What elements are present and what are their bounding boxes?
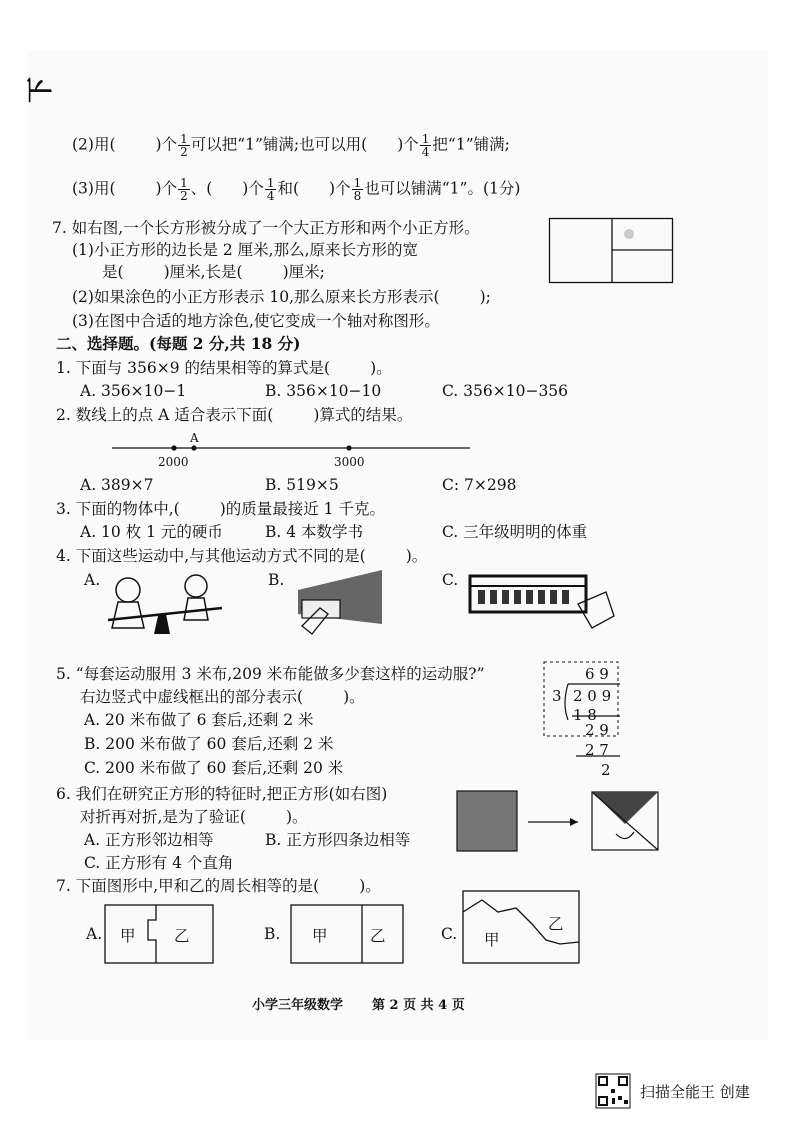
mc1-stem: 1. 下面与 356×9 的结果相等的算式是( )。 xyxy=(56,359,392,377)
quotient: 6 9 xyxy=(585,665,609,683)
figure-c-jia: 甲 xyxy=(484,931,500,949)
mc2-option-c: C: 7×298 xyxy=(442,476,517,494)
dividend: 2 0 9 xyxy=(573,687,612,705)
q7-line5: (3)在图中合适的地方涂色,使它变成一个轴对称图形。 xyxy=(72,312,440,330)
fill-question-2: (2)用( )个 $\frac{1}{2}$ 可以把“1”铺满;也可以用( )个 $\frac{1}{4}$ 把“1”铺满; xyxy=(72,132,510,159)
figure-b-yi: 乙 xyxy=(370,927,386,945)
mc3-option-b: B. 4 本数学书 xyxy=(265,523,364,541)
rectangle-squares-figure xyxy=(549,218,674,284)
q7-line4: (2)如果涂色的小正方形表示 10,那么原来长方形表示( ); xyxy=(72,288,491,306)
abacus-picture xyxy=(466,570,616,630)
tick-3000: 3000 xyxy=(334,455,365,469)
figure-c-yi: 乙 xyxy=(548,915,564,933)
figure-b xyxy=(290,904,406,968)
section-title: 二、选择题。(每题 2 分,共 18 分) xyxy=(56,334,301,353)
q7-line2: (1)小正方形的边长是 2 厘米,那么,原来长方形的宽 xyxy=(72,241,419,259)
mc5-line1: 5. “每套运动服用 3 米布,209 米布能做多少套这样的运动服?” xyxy=(56,665,485,683)
mc1-option-c: C. 356×10−356 xyxy=(442,382,569,400)
mc3-option-a: A. 10 枚 1 元的硬币 xyxy=(80,523,223,541)
partial-product-2: 2 7 xyxy=(585,741,609,759)
mc7-option-b-label: B. xyxy=(264,925,281,943)
square-folding-figure xyxy=(456,790,666,854)
mc2-option-b: B. 519×5 xyxy=(265,476,339,494)
figure-a-jia: 甲 xyxy=(120,927,136,945)
mc6-option-c: C. 正方形有 4 个直角 xyxy=(84,854,234,872)
mc7-option-a-label: A. xyxy=(86,925,103,943)
mc2-option-a: A. 389×7 xyxy=(80,476,154,494)
mc3-option-c: C. 三年级明明的体重 xyxy=(442,523,588,541)
mc6-option-b: B. 正方形四条边相等 xyxy=(265,831,411,849)
q7-line3: 是( )厘米,长是( )厘米; xyxy=(102,263,325,281)
mc5-option-a: A. 20 米布做了 6 套后,还剩 2 米 xyxy=(84,711,314,729)
mc5-line2: 右边竖式中虚线框出的部分表示( )。 xyxy=(80,688,365,706)
drawer-picture xyxy=(294,568,386,638)
mc4-option-a-label: A. xyxy=(84,571,101,589)
mc6-line2: 对折再对折,是为了验证( )。 xyxy=(80,808,308,826)
mc7-option-c-label: C. xyxy=(441,925,458,943)
fraction: $\frac{1}{4}$ xyxy=(421,132,430,159)
qr-code-icon xyxy=(596,1074,630,1108)
partial-product-1: 1 8 xyxy=(573,706,597,724)
mc6-line1: 6. 我们在研究正方形的特征时,把正方形(如右图) xyxy=(56,785,388,803)
fraction: $\frac{1}{8}$ xyxy=(353,176,362,203)
mc4-option-c-label: C. xyxy=(442,571,459,589)
mc3-stem: 3. 下面的物体中,( )的质量最接近 1 千克。 xyxy=(56,500,385,518)
mc1-option-a: A. 356×10−1 xyxy=(80,382,187,400)
figure-a-yi: 乙 xyxy=(174,927,190,945)
q7-line1: 7. 如右图,一个长方形被分成了一个大正方形和两个小正方形。 xyxy=(52,219,480,237)
final-remainder: 2 xyxy=(601,761,611,779)
footer-subject: 小学三年级数学 xyxy=(252,998,344,1013)
fill-question-3: (3)用( )个 $\frac{1}{2}$ 、( )个 $\frac{1}{4}$ 和( )个 $\frac{1}{8}$ 也可以铺满“1”。(1分) xyxy=(72,176,521,203)
figure-c xyxy=(462,890,582,966)
mc5-option-c: C. 200 米布做了 60 套后,还剩 20 米 xyxy=(84,759,344,777)
mc6-option-a: A. 正方形邻边相等 xyxy=(84,831,214,849)
footer-page: 第 2 页 共 4 页 xyxy=(372,998,465,1013)
figure-b-jia: 甲 xyxy=(312,927,328,945)
divisor: 3 xyxy=(552,687,562,705)
mc5-option-b: B. 200 米布做了 60 套后,还剩 2 米 xyxy=(84,735,334,753)
seesaw-picture xyxy=(100,568,230,638)
mc4-option-b-label: B. xyxy=(268,571,285,589)
side-mark: 下 xyxy=(26,76,57,104)
tick-2000: 2000 xyxy=(158,455,189,469)
fraction: $\frac{1}{2}$ xyxy=(180,176,188,203)
fraction: $\frac{1}{2}$ xyxy=(180,132,188,159)
mc7-stem: 7. 下面图形中,甲和乙的周长相等的是( )。 xyxy=(56,877,381,895)
point-a-label: A xyxy=(190,431,199,445)
remainder-1: 2 9 xyxy=(585,721,609,739)
mc4-stem: 4. 下面这些运动中,与其他运动方式不同的是( )。 xyxy=(56,547,428,565)
mc1-option-b: B. 356×10−10 xyxy=(265,382,382,400)
scanner-watermark-text: 扫描全能王 创建 xyxy=(640,1083,750,1101)
mc2-stem: 2. 数线上的点 A 适合表示下面( )算式的结果。 xyxy=(56,406,413,424)
fraction: $\frac{1}{4}$ xyxy=(266,176,275,203)
